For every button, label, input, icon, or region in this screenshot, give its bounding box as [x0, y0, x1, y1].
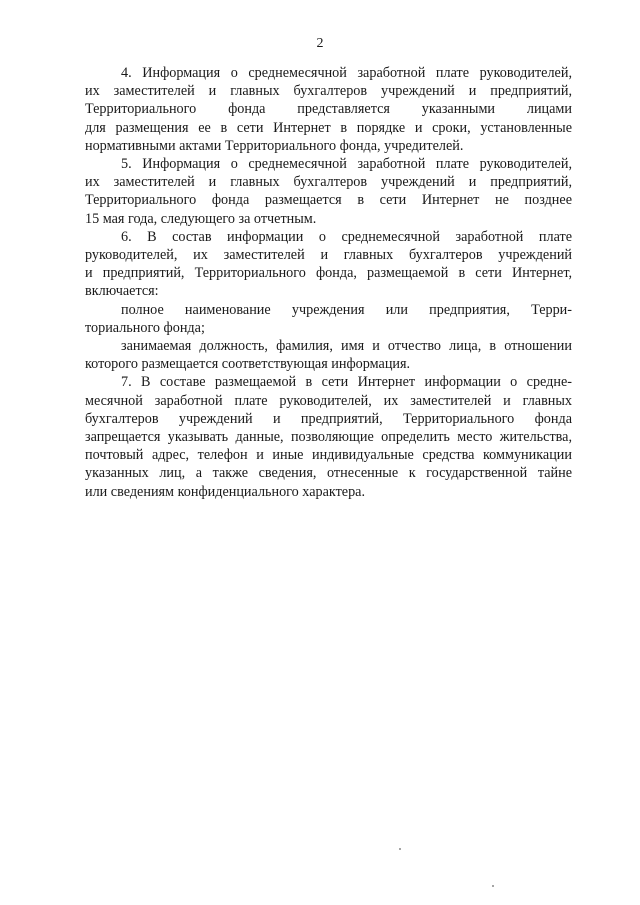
paragraph-6-item-1 — [85, 301, 572, 337]
text-line: бухгалтеров учреждений и предприятий, Территориального фонда — [85, 410, 572, 427]
text-line: месячной заработной плате руководителей, их заместителей и главных — [85, 392, 572, 409]
paragraph-6 — [85, 228, 572, 301]
text-line: или сведениям конфиденциального характера. — [85, 483, 366, 500]
text-line: 7. В составе размещаемой в сети Интернет информации о средне- — [121, 374, 572, 391]
text-line: полное наименование учреждения или предприятия, Терри- — [121, 301, 572, 318]
scan-speck — [399, 848, 401, 850]
text-line: 15 мая года, следующего за отчетным. — [85, 210, 317, 227]
text-line: нормативными актами Территориального фонда, учредителей. — [85, 137, 464, 154]
text-line: для размещения ее в сети Интернет в порядке и сроки, установленные — [85, 119, 572, 136]
text-line: их заместителей и главных бухгалтеров учреждений и предприятий, — [85, 83, 572, 100]
text-line: Территориального фонда представляется указанными лицами — [85, 101, 572, 118]
paragraph-5 — [85, 155, 572, 228]
scan-speck — [492, 885, 494, 887]
text-line: включается: — [85, 283, 159, 300]
text-line: почтовый адрес, телефон и иные индивидуальные средства коммуникации — [85, 447, 572, 464]
text-line: которого размещается соответствующая информация. — [85, 356, 411, 373]
paragraph-4 — [85, 64, 572, 155]
text-line: их заместителей и главных бухгалтеров учреждений и предприятий, — [85, 174, 572, 191]
text-line: и предприятий, Территориального фонда, размещаемой в сети Интернет, — [85, 265, 572, 282]
text-line: Территориального фонда размещается в сети Интернет не позднее — [85, 192, 572, 209]
page-number: 2 — [316, 36, 324, 51]
text-line: руководителей, их заместителей и главных бухгалтеров учреждений — [85, 247, 572, 264]
text-line: запрещается указывать данные, позволяющие определить место жительства, — [85, 429, 572, 446]
text-line: 5. Информация о среднемесячной заработной плате руководителей, — [121, 156, 572, 173]
text-line: ториального фонда; — [85, 319, 205, 336]
text-line: указанных лиц, а также сведения, отнесенные к государственной тайне — [85, 465, 572, 482]
text-line: 6. В состав информации о среднемесячной заработной плате — [121, 228, 572, 245]
text-line: 4. Информация о среднемесячной заработной плате руководителей, — [121, 65, 572, 81]
paragraph-6-item-2 — [85, 337, 572, 373]
text-line: занимаемая должность, фамилия, имя и отчество лица, в отношении — [121, 338, 572, 355]
paragraph-7 — [85, 373, 572, 500]
document-body — [85, 64, 572, 501]
